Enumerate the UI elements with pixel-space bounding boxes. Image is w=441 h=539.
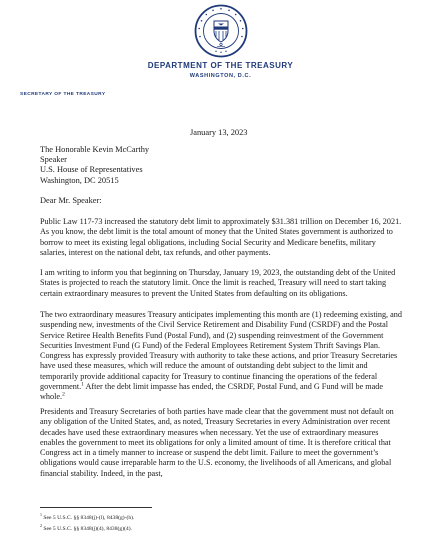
treasury-seal-icon [194, 4, 248, 58]
office-name: SECRETARY OF THE TREASURY [20, 92, 106, 97]
recipient-title: Speaker [40, 155, 67, 165]
paragraph-limit-date: I am writing to inform you that beginning on Thursday, January 19, 2023, the outstanding debt of the United States is projected to reach the statutory limit. Once the limit is reached, Treasury will need to start taking certain extraordinary measures to prevent the United States from defaulting on its obligations. [40, 268, 396, 298]
paragraph-text: After the debt limit impasse has ended, the CSRDF, Postal Fund, and G Fund will be made whole. [40, 382, 383, 402]
recipient-city: Washington, DC 20515 [40, 175, 119, 185]
paragraph-default-warning: Presidents and Treasury Secretaries of both parties have made clear that the government must not default on any obligation of the United States, and, as noted, Treasury Secretaries in every Administration over recent decades have used these extraordinary measures when necessary. Yet the use of extraordinary measures enables the government to meet its obligations for only a limited amount of time. It is therefore critical that Congress act in a timely manner to increase or suspend the debt limit. Failure to meet the government’s obligations would cause irreparable harm to the U.S. economy, the livelihoods of all Americans, and global financial stability. Indeed, in the past, [40, 407, 394, 478]
footnote [40, 522, 134, 533]
department-location: WASHINGTON, D.C. [189, 73, 252, 79]
recipient-name: The Honorable Kevin McCarthy [40, 145, 150, 154]
footnote-mark: 2 [40, 522, 42, 528]
salutation: Dear Mr. Speaker: [40, 196, 102, 205]
letter-date: January 13, 2023 [190, 128, 248, 137]
paragraph-debt-limit: Public Law 117-73 increased the statutory debt limit to approximately $31.381 trillion on December 16, 2021. As you know, the debt limit is the total amount of money that the United States government is authorized to borrow to meet its existing legal obligations, including Social Security and Medicare benefits, military salaries, interest on the national debt, tax refunds, and other payments. [40, 217, 402, 257]
footnote-text: See 5 U.S.C. §§ 8348(j)(4), 8438(g)(4). [42, 525, 132, 532]
recipient-address [40, 145, 149, 186]
footnote-divider [40, 507, 152, 508]
footnote-mark: 1 [40, 512, 42, 517]
footnotes [40, 511, 134, 533]
footnote-text: See 5 U.S.C. §§ 8348(j)-(l), 8438(g)-(h). [42, 514, 135, 521]
footnote-ref-1[interactable]: 1 [81, 381, 84, 388]
department-name: DEPARTMENT OF THE TREASURY [147, 61, 294, 70]
footnote-ref-2[interactable]: 2 [62, 391, 65, 398]
footnote [40, 511, 134, 522]
paragraph-extraordinary-measures [40, 310, 402, 403]
paragraph-text: The two extraordinary measures Treasury anticipates implementing this month are (1) redeeming existing, and suspending new, investments of the Civil Service Retirement and Disability Fund (CSRDF) and the Postal Service Retiree Health Benefits Fund (Postal Fund), and (2) suspending reinvestment of the Government Securities Investment Fund (G Fund) of the Federal Employees Retirement System Thrift Savings Plan. Congress has expressly provided Treasury with authority to take these actions, and prior Treasury Secretaries have used these measures, which will reduce the amount of outstanding debt subject to the limit and temporarily provide additional capacity for Treasury to continue financing the operations of the federal government. [40, 310, 402, 392]
recipient-body: U.S. House of Representatives [40, 165, 143, 175]
